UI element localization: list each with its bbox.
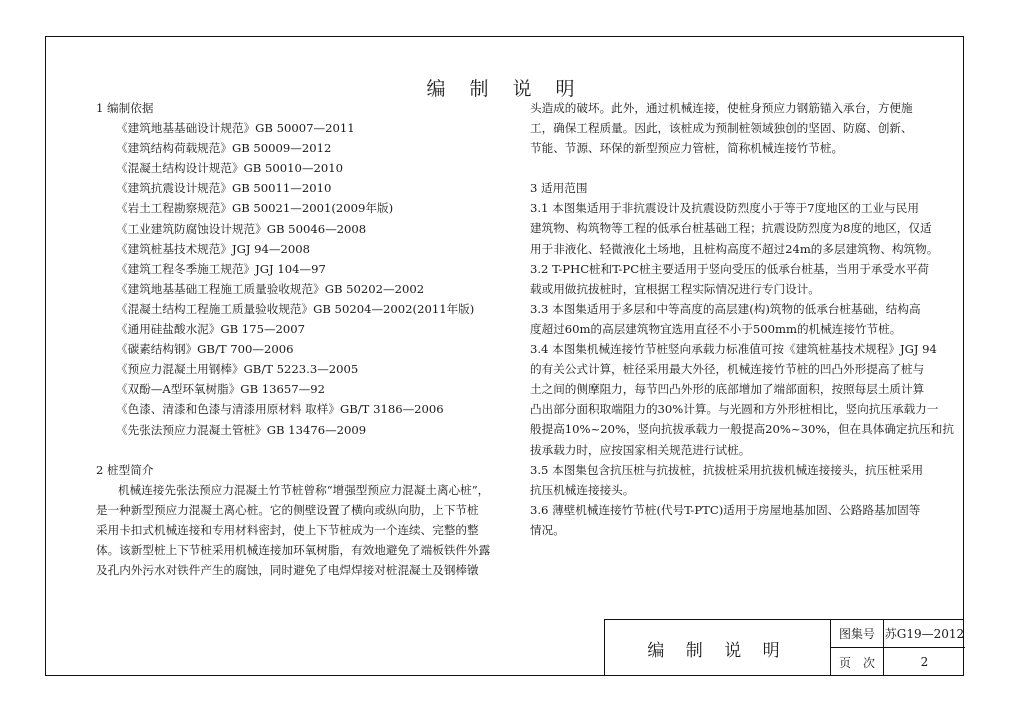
reference-item: 《建筑结构荷载规范》GB 50009—2012 — [116, 141, 332, 156]
reference-item: 《建筑桩基技术规范》JGJ 94—2008 — [116, 241, 311, 256]
body-line: 头造成的破坏。此外，通过机械连接，使桩身预应力钢筋锚入承台，方便施 — [530, 101, 913, 115]
body-line: 节能、节源、环保的新型预应力管桩，简称机械连接竹节桩。 — [530, 141, 844, 156]
reference-item: 《建筑地基基础工程施工质量验收规范》GB 50202—2002 — [116, 281, 425, 296]
reference-item: 《建筑抗震设计规范》GB 50011—2010 — [116, 181, 332, 196]
reference-item: 《色漆、清漆和色漆与清漆用原材料 取样》GB/T 3186—2006 — [116, 402, 444, 417]
body-line: 土之间的侧摩阻力，每节凹凸外形的底部增加了端部面积，按照每层土质计算 — [530, 382, 925, 397]
reference-item: 《碳素结构钢》GB/T 700—2006 — [116, 342, 294, 357]
section-1-heading: 1 编制依据 — [96, 101, 154, 115]
reference-item: 《预应力混凝土用钢棒》GB/T 5223.3—2005 — [116, 362, 359, 377]
reference-list — [96, 118, 506, 440]
body-line: 体。该新型桩上下节桩采用机械连接加环氧树脂，有效地避免了端板铁件外露 — [96, 542, 491, 557]
reference-item: 《建筑工程冬季施工规范》JGJ 104—97 — [116, 261, 326, 276]
body-line: 及孔内外污水对铁件产生的腐蚀，同时避免了电焊焊接对桩混凝土及钢棒镦 — [96, 563, 479, 578]
title-block-title: 编 制 说 明 — [605, 620, 831, 676]
reference-item: 《通用硅盐酸水泥》GB 175—2007 — [116, 322, 306, 337]
page-number-value: 2 — [920, 655, 929, 669]
reference-item: 《岩土工程勘察规范》GB 50021—2001(2009年版) — [116, 201, 394, 216]
reference-item: 《工业建筑防腐蚀设计规范》GB 50046—2008 — [116, 221, 367, 236]
page-title: 编 制 说 明 — [426, 78, 584, 100]
page-number-label: 页 次 — [831, 648, 884, 676]
body-line: 3.6 薄壁机械连接竹节桩(代号T-PTC)适用于房屋地基加固、公路路基加固等 — [530, 502, 921, 517]
body-line: 用于非液化、轻微液化土场地，且桩构高度不超过24m的多层建筑物、构筑物。 — [530, 241, 939, 256]
section-3-heading: 3 适用范围 — [530, 181, 588, 196]
body-line: 抗压机械连接接头。 — [530, 482, 635, 497]
section-2-heading: 2 桩型简介 — [96, 462, 154, 477]
section-2-continued — [530, 98, 940, 158]
body-line: 般提高10%~20%，竖向抗拔承载力一般提高20%~30%，但在具体确定抗压和抗 — [530, 422, 954, 437]
atlas-number-label: 图集号 — [831, 620, 884, 647]
reference-item: 《先张法预应力混凝土管桩》GB 13476—2009 — [116, 422, 367, 437]
body-line: 是一种新型预应力混凝土离心桩。它的侧壁设置了横向或纵向肋，上下节桩 — [96, 502, 479, 517]
section-2-body — [96, 480, 506, 580]
page-number-row — [831, 648, 965, 676]
atlas-number-row — [831, 620, 965, 648]
body-line: 采用卡扣式机械连接和专用材料密封，使上下节桩成为一个连续、完整的整 — [96, 522, 479, 537]
body-line: 工，确保工程质量。因此，该桩成为预制桩领域独创的坚固、防腐、创新、 — [530, 121, 913, 136]
body-line: 3.2 T-PHC桩和T-PC桩主要适用于竖向受压的低承台桩基，当用于承受水平荷 — [530, 261, 929, 276]
body-line: 情况。 — [530, 522, 565, 537]
left-column — [96, 98, 506, 580]
atlas-number-value: 苏G19—2012 — [884, 627, 965, 641]
right-column — [530, 98, 954, 540]
body-line: 载或用做抗拔桩时，宜根据工程实际情况进行专门设计。 — [530, 281, 820, 296]
body-line: 建筑物、构筑物等工程的低承台桩基础工程；抗震设防烈度为8度的地区，仅适 — [530, 221, 932, 236]
title-block — [604, 619, 964, 676]
body-line: 3.5 本图集包含抗压桩与抗拔桩，抗拔桩采用抗拔机械连接接头，抗压桩采用 — [530, 462, 924, 477]
reference-item: 《双酚—A型环氧树脂》GB 13657—92 — [116, 382, 326, 397]
body-line: 机械连接先张法预应力混凝土竹节桩曾称“增强型预应力混凝土离心桩”， — [118, 482, 490, 497]
body-line: 拔承载力时，应按国家相关规范进行试桩。 — [530, 442, 751, 457]
body-line: 的有关公式计算，桩径采用最大外径，机械连接竹节桩的凹凸外形提高了桩与 — [530, 362, 925, 377]
reference-item: 《混凝土结构设计规范》GB 50010—2010 — [116, 161, 343, 176]
body-line: 度超过60m的高层建筑物宜选用直径不小于500mm的机械连接竹节桩。 — [530, 321, 902, 336]
body-line: 凸出部分面积取端阻力的30%计算。与光圆和方外形桩相比，竖向抗压承载力一 — [530, 402, 939, 417]
reference-item: 《建筑地基基础设计规范》GB 50007—2011 — [116, 121, 355, 136]
body-line: 3.4 本图集机械连接竹节桩竖向承载力标准值可按《建筑桩基技术规程》JGJ 94 — [530, 342, 937, 357]
body-line: 3.3 本图集适用于多层和中等高度的高层建(构)筑物的低承台桩基础，结构高 — [530, 301, 921, 316]
section-3-body — [530, 198, 954, 540]
reference-item: 《混凝土结构工程施工质量验收规范》GB 50204—2002(2011年版) — [116, 301, 475, 316]
body-line: 3.1 本图集适用于非抗震设计及抗震设防烈度小于等于7度地区的工业与民用 — [530, 201, 919, 216]
